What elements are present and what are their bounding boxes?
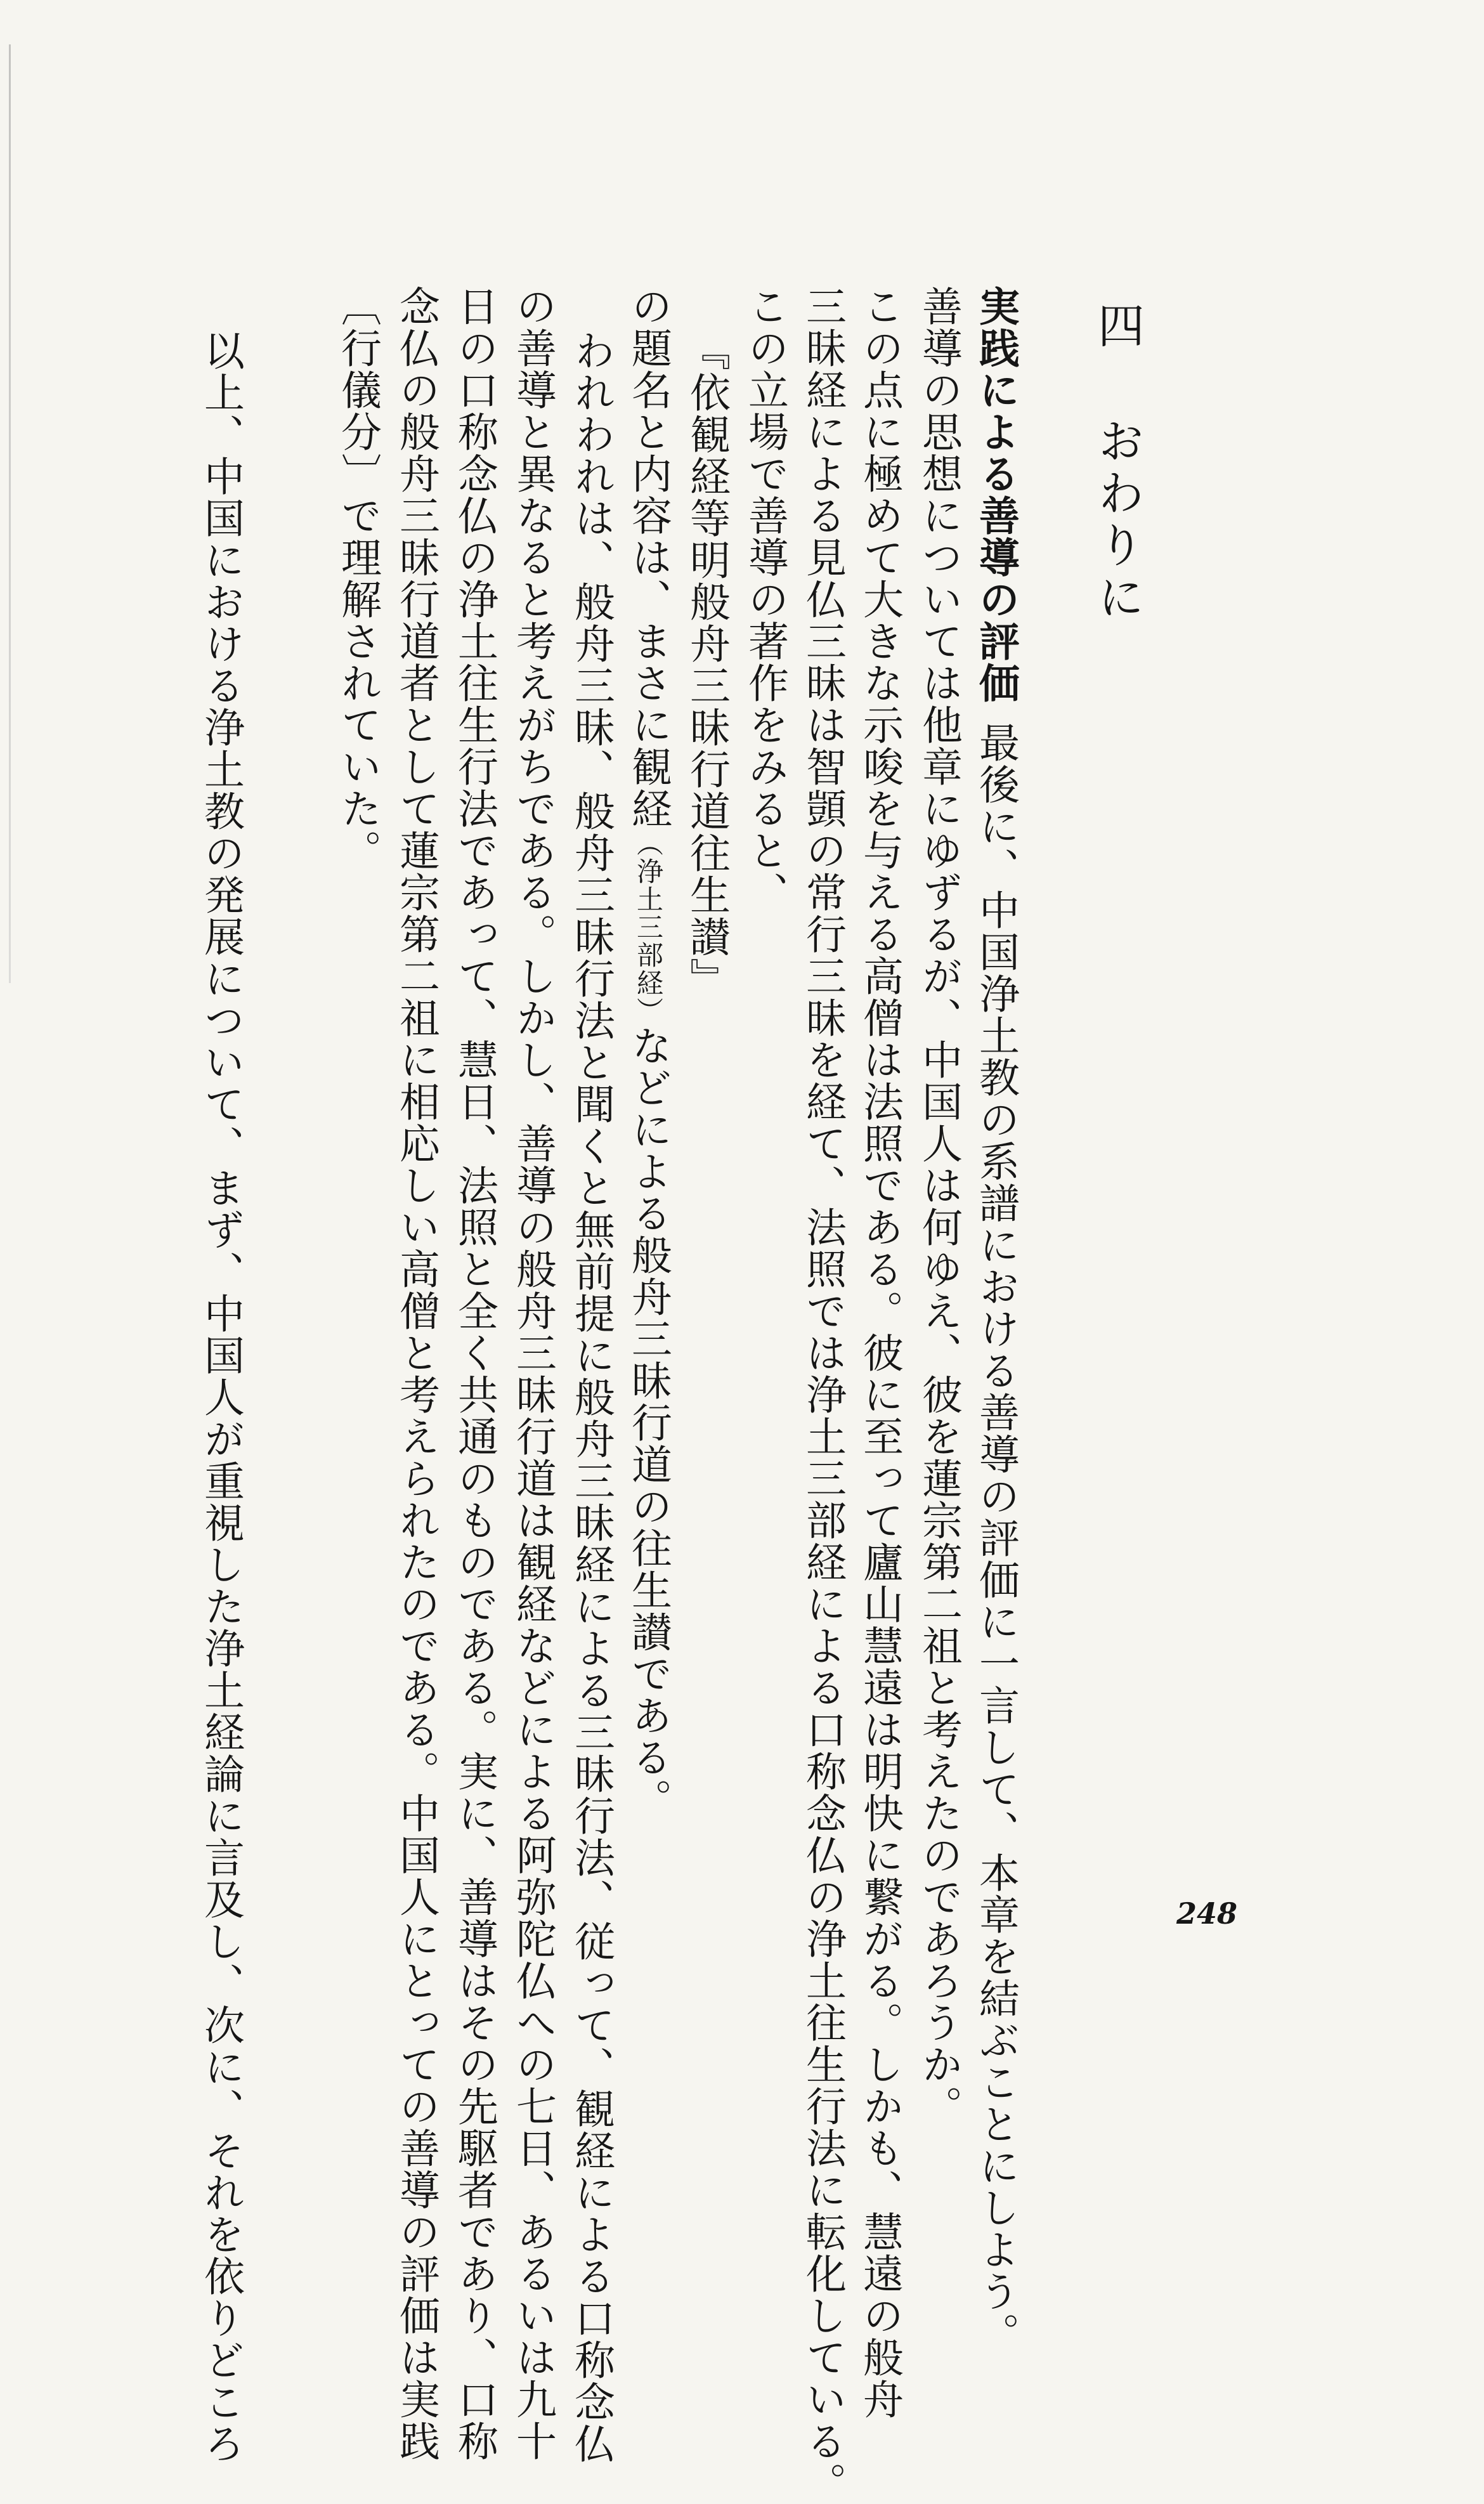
paragraph-text: 最後に、中国浄土教の系譜における善導の評価に一言して、本章を結ぶことにしよう。 (972, 722, 1019, 2354)
scan-edge-shadow (9, 44, 11, 983)
page-number: 248 (1176, 1896, 1238, 1931)
text-column (625, 285, 672, 1820)
paragraph-text: の題名と内容は、まさに観経 (625, 285, 672, 830)
text-column (568, 330, 615, 2465)
text-column (915, 285, 962, 2127)
paragraph-text: 以上、中国における浄土教の発展について、まず、中国人が重視した浄土経論に言及し、次に、それを依りどころ (197, 330, 244, 2465)
inline-note: （浄土三部経） (633, 830, 664, 1025)
paragraph-text: 〔行儀分〕で理解されていた。 (334, 285, 381, 871)
paragraph-text: 日の口称念仏の浄土往生行法であって、慧日、法照と全く共通のものである。実に、善導はその先駆者であり、口称 (451, 285, 498, 2462)
text-column (393, 285, 439, 2462)
paragraph-text: この点に極めて大きな示唆を与える高僧は法照である。彼に至って廬山慧遠は明快に繋がる。しかも、慧遠の般舟 (856, 285, 903, 2420)
text-column (334, 285, 381, 871)
text-column (856, 285, 903, 2420)
text-column (509, 285, 556, 2462)
paragraph-text: 善導の思想については他章にゆずるが、中国人は何ゆえ、彼を蓮宗第二祖と考えたのであろうか。 (915, 285, 962, 2127)
section-number: 四 (1090, 301, 1145, 353)
paragraph-text: の善導と異なると考えがちである。しかし、善導の般舟三昧行道は観経などによる阿弥陀仏への七日、あるいは九十 (509, 285, 556, 2462)
text-column (741, 285, 788, 913)
quote-title-column (683, 330, 730, 1000)
paragraph-text: 念仏の般舟三昧行道者として蓮宗第二祖に相応しい高僧と考えられたのである。中国人にとっての善導の評価は実践 (393, 285, 439, 2462)
text-column (972, 285, 1019, 2354)
quote-title: 『依観経等明般舟三昧行道往生讃』 (683, 330, 730, 1000)
section-title: おわりに (1090, 417, 1145, 625)
paragraph-text: この立場で善導の著作をみると、 (741, 285, 788, 913)
paragraph-heading: 実践による善導の評価 (972, 285, 1019, 704)
text-column (799, 285, 846, 2504)
paragraph-text: などによる般舟三昧行道の往生讃である。 (625, 1025, 672, 1820)
text-column (197, 330, 244, 2465)
text-column (451, 285, 498, 2462)
section-heading (1090, 301, 1145, 625)
paragraph-text: われわれは、般舟三昧、般舟三昧行法と聞くと無前提に般舟三昧経による三昧行法、従って、観経による口称念仏 (568, 330, 615, 2465)
paragraph-text: 三昧経による見仏三昧は智顗の常行三昧を経て、法照では浄土三部経による口称念仏の浄土往生行法に転化している。 (799, 285, 846, 2504)
